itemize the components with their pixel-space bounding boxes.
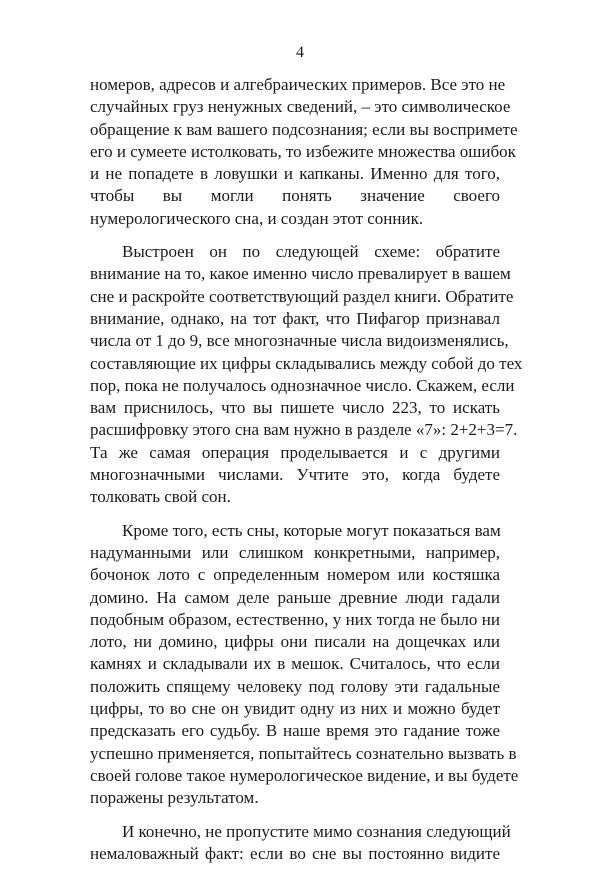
text-line: вам приснилось, что вы пишете число 223, то искать bbox=[90, 398, 500, 418]
text-line: Выстроен он по следующей схеме: обратите bbox=[122, 242, 500, 262]
paragraph-2 bbox=[90, 241, 523, 509]
text-line: цифры, то во сне он увидит одну из них и можно будет bbox=[90, 699, 500, 719]
text-line: пор, пока не получалось однозначное число. Скажем, если bbox=[90, 375, 515, 395]
text-line: толковать свой сон. bbox=[90, 487, 231, 507]
text-line: надуманными или слишком конкретными, например, bbox=[90, 542, 500, 562]
text-line: сне и раскройте соответствующий раздел книги. Обратите bbox=[90, 286, 514, 306]
text-line: домино. На самом деле раньше древние люди гадали bbox=[90, 587, 500, 607]
text-line: камнях и складывали их в мешок. Считалось, что если bbox=[90, 654, 500, 674]
text-line: подобным образом, естественно, у них тогда не было ни bbox=[90, 609, 500, 629]
text-line: внимание, однако, на тот факт, что Пифагор признавал bbox=[90, 308, 500, 328]
text-line: номеров, адресов и алгебраических примеров. Все это не bbox=[90, 75, 506, 94]
text-line: расшифровку этого сна вам нужно в разделе «7»: 2+2+3=7. bbox=[90, 420, 518, 440]
text-line: поражены результатом. bbox=[90, 788, 259, 808]
paragraph-1 bbox=[90, 74, 518, 230]
text-line: немаловажный факт: если во сне вы постоянно видите bbox=[90, 843, 500, 863]
document-body bbox=[90, 74, 523, 876]
text-line: и не попадете в ловушки и капканы. Именно для того, bbox=[90, 164, 500, 184]
text-line: Та же самая операция проделывается и с другими bbox=[90, 442, 500, 462]
text-line: успешно применяется, попытайтесь сознательно вызвать в bbox=[90, 743, 517, 763]
page-number: 4 bbox=[296, 44, 304, 61]
text-line: составляющие их цифры складывались между собой до тех bbox=[90, 353, 523, 373]
text-line: внимание на то, какое именно число превалирует в вашем bbox=[90, 264, 511, 284]
paragraph-4 bbox=[90, 821, 511, 866]
text-line: И конечно, не пропустите мимо сознания следующий bbox=[122, 821, 511, 841]
text-line: нумерологического сна, и создан этот сонник. bbox=[90, 208, 424, 228]
paragraph-3 bbox=[90, 520, 519, 810]
text-line: случайных груз ненужных сведений, – это символическое bbox=[90, 97, 511, 117]
text-line: Кроме того, есть сны, которые могут показаться вам bbox=[122, 520, 501, 540]
text-line: обращение к вам вашего подсознания; если вы воспримете bbox=[90, 119, 518, 139]
text-line: лото, ни домино, цифры они писали на дощечках или bbox=[90, 632, 500, 652]
text-line: своей голове такое нумерологическое видение, и вы будете bbox=[90, 765, 519, 785]
text-line: многозначными числами. Учтите это, когда будете bbox=[90, 465, 500, 485]
text-line: числа от 1 до 9, все многозначные числа видоизменялись, bbox=[90, 331, 509, 351]
text-line: чтобы вы могли понять значение своего bbox=[90, 186, 500, 206]
text-line: его и сумеете истолковать, то избежите множества ошибок bbox=[90, 141, 516, 161]
text-line: предсказать его судьбу. В наше время это гадание тоже bbox=[90, 721, 500, 741]
text-line: положить спящему человеку под голову эти гадальные bbox=[90, 676, 500, 696]
text-line: бочонок лото с определенным номером или костяшка bbox=[90, 565, 500, 585]
